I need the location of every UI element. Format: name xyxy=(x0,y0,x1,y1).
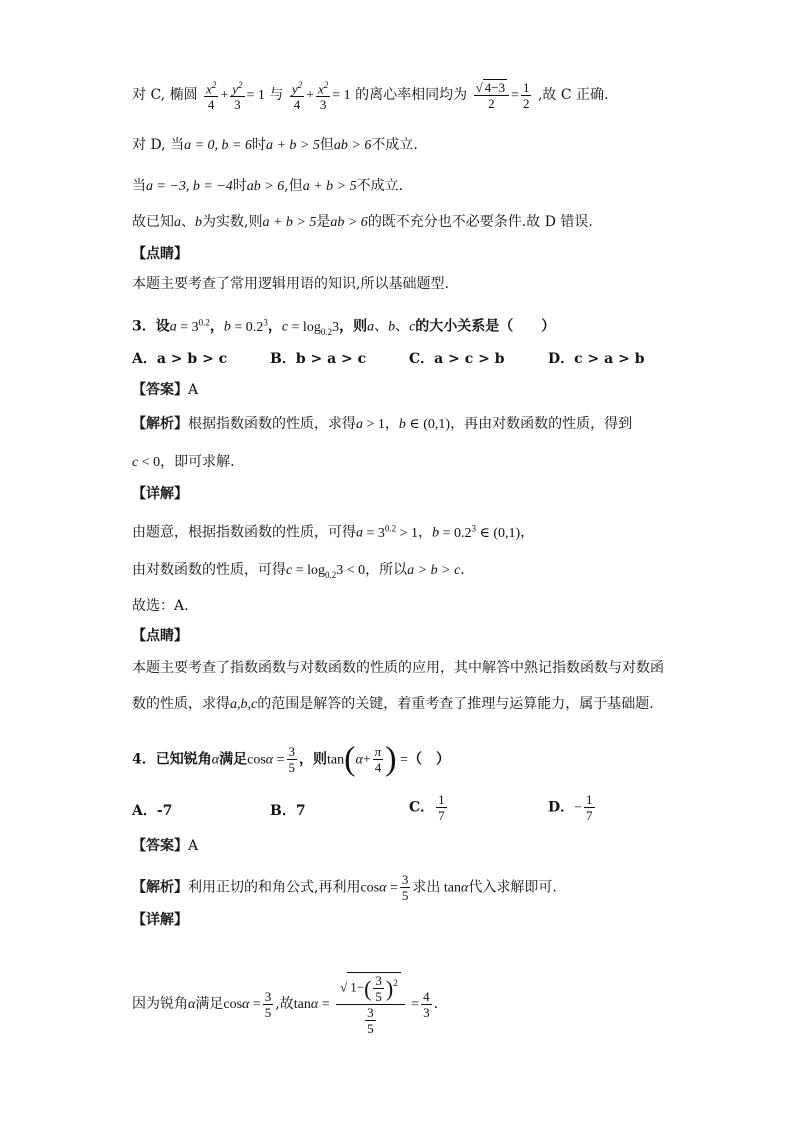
fraction: $\frac{1}{7}$ xyxy=(586,792,593,823)
text-segment: 3．设 xyxy=(132,318,170,335)
text-segment: 是 xyxy=(316,214,331,230)
question-4-stem: 4．已知锐角α满足cosα = $\frac{3}{5}$ ，则tan(α+ $\frac{\pi}{4}$ ) =（ ） xyxy=(132,740,450,778)
text-segment: 为实数,则 xyxy=(202,214,263,230)
q3-answer xyxy=(132,380,198,400)
math-segment: a + b > 5 xyxy=(302,179,357,194)
q3-detail-label: 【详解】 xyxy=(132,486,188,502)
text-segment: 因为锐角 xyxy=(132,996,188,1012)
option-label: C． xyxy=(409,799,435,816)
text-segment: 与 xyxy=(269,87,284,104)
text-segment: 当 xyxy=(132,178,146,194)
fraction: $\frac{√ 4-3}{2}$ xyxy=(474,79,509,111)
text-segment: 、 xyxy=(181,214,195,230)
label: 【解析】 xyxy=(132,879,188,896)
text-segment: 但 xyxy=(319,137,334,153)
text-segment: 根据指数函数的性质，求得 xyxy=(188,416,356,432)
question-3-stem: 3．设$a = 3^{0.2}$，$b = 0.2^3$，$c = \log_{0.2}3$，则a、b、c的大小关系是（ ） xyxy=(132,317,556,337)
q4-analysis: 【解析】利用正切的和角公式,再利用cosα = $\frac{3}{5}$ 求出 tanα代入求解即可. xyxy=(132,872,557,903)
fraction: $\frac{1}{7}$ xyxy=(438,792,445,823)
text-segment: ，所以 xyxy=(365,562,408,578)
math-segment: a = 0, b = 6 xyxy=(184,138,252,153)
text-segment: 不成立. xyxy=(371,137,418,153)
text-line-6: 本题主要考查了常用逻辑用语的知识,所以基础题型. xyxy=(132,276,449,292)
text-segment: ，即可求解. xyxy=(160,454,235,470)
text-line-4 xyxy=(132,212,593,233)
text-segment: 的既不充分也不必要条件.故 D 错误. xyxy=(367,214,593,230)
text-segment: ,故 xyxy=(275,996,294,1012)
q3-option-c: C．a > c > b xyxy=(409,351,505,367)
q3-choose: 故选：A. xyxy=(132,598,189,614)
q3-note-label: 【点睛】 xyxy=(132,628,188,644)
text-segment: 对 D, 当 xyxy=(132,137,185,153)
q4-detail: 因为锐角α满足cosα = $\frac{3}{5}$ ,故tanα = √ 1−( $\frac{3}{5}$ )$^2$ $\frac{3}{5}$ = $\frac{4}{3}$ . xyxy=(132,973,439,1036)
text-segment: 代入求解即可. xyxy=(468,879,557,896)
q4-option-b: B．7 xyxy=(270,803,306,819)
text-segment: ,故 C 正确. xyxy=(537,87,609,104)
label: 【答案】 xyxy=(132,382,188,398)
big-fraction: √ 1−( $\frac{3}{5}$ )$^2$ $\frac{3}{5}$ xyxy=(336,972,405,1036)
text-segment: 满足 xyxy=(195,996,224,1012)
q3-detail-1: 由题意，根据指数函数的性质，可得$a = 3^{0.2} > 1$，$b = 0.2^3$ ∈ (0,1)， xyxy=(132,523,535,541)
math-segment: b xyxy=(195,215,202,230)
label: 【解析】 xyxy=(132,416,188,432)
fraction: $\frac{3}{5}$ xyxy=(264,988,272,1020)
q3-analysis-cont: c < 0，即可求解. xyxy=(132,454,235,470)
fraction: $\frac{4}{3}$ xyxy=(423,988,430,1020)
text-line-1: 对 C, 椭圆 $\frac{x^2}{4}$ + $\frac{y^2}{3}$ = 1 与 $\frac{y^2}{4}$ + $\frac{x^2}{3}$ = 1 的离心率相同均为 $\frac{√ 4-3}{2}$ = $\frac{1}{2}$ ,故 C 正确. xyxy=(132,79,609,113)
text-segment: 由题意，根据指数函数的性质，可得 xyxy=(132,524,356,541)
q4-option-c xyxy=(409,792,449,823)
fraction: $\frac{y^2}{4}$ xyxy=(291,80,303,113)
label: 【答案】 xyxy=(132,838,188,854)
option-label: D． xyxy=(548,799,575,816)
q4-option-d: D．− $\frac{1}{7}$ xyxy=(548,792,593,823)
fraction: $\frac{\pi}{4}$ xyxy=(374,744,382,775)
text-segment: ，再由对数函数的性质，得到 xyxy=(450,416,633,432)
math-segment: a + b > 5 xyxy=(265,138,320,153)
text-segment: 4．已知锐角 xyxy=(132,751,212,768)
text-segment: 由对数函数的性质，可得 xyxy=(132,562,286,578)
math-segment: a + b > 5 xyxy=(262,215,317,230)
text-segment: 时 xyxy=(251,137,266,153)
text-segment: （ ） xyxy=(408,751,450,768)
text-line-3 xyxy=(132,176,403,197)
math-segment: a xyxy=(174,215,181,230)
answer-value: A xyxy=(188,382,199,398)
text-segment: 对 C, 椭圆 xyxy=(132,87,198,104)
text-segment: ， xyxy=(209,318,224,335)
text-segment: 时 xyxy=(232,178,247,194)
section-label: 【点睛】 xyxy=(132,246,188,262)
q3-option-d: D．c > a > b xyxy=(548,351,645,367)
fraction: $\frac{3}{5}$ xyxy=(288,744,296,775)
answer-value: A xyxy=(188,838,199,854)
text-segment: 满足 xyxy=(219,751,248,768)
q4-answer xyxy=(132,836,198,856)
fraction: $\frac{x^2}{4}$ xyxy=(206,80,217,113)
q3-option-a: A．a > b > c xyxy=(132,351,228,367)
text-line-2 xyxy=(132,135,418,156)
math-segment: ab > 6 xyxy=(330,215,368,230)
math-segment: ab > 6 xyxy=(246,179,285,194)
text-segment: ，则 xyxy=(339,318,368,335)
fraction: $\frac{1}{2}$ xyxy=(522,79,530,111)
q3-detail-2: 由对数函数的性质，可得$c = \log_{0.2}3 < 0$，所以a > b > c. xyxy=(132,562,465,580)
math-segment: a = −3, b = −4 xyxy=(146,179,233,194)
math-segment: ab > 6 xyxy=(333,138,372,153)
text-segment: ，则 xyxy=(299,751,328,768)
q3-analysis: 【解析】根据指数函数的性质，求得a > 1，b ∈ (0,1)，再由对数函数的性质，得到 xyxy=(132,416,633,432)
text-segment: 的离心率相同均为 xyxy=(355,87,468,104)
fraction: $\frac{y^2}{3}$ xyxy=(232,80,243,113)
text-segment: 不成立. xyxy=(356,178,404,194)
text-segment: 求出 xyxy=(412,879,441,896)
text-segment: 利用正切的和角公式,再利用 xyxy=(188,879,361,896)
text-segment: ， xyxy=(267,318,282,335)
q3-note-2: 数的性质，求得a,b,c的范围是解答的关键，着重考查了推理与运算能力，属于基础题. xyxy=(132,696,654,712)
q3-option-b: B．b > a > c xyxy=(270,351,367,367)
text-segment: 的大小关系是（ ） xyxy=(415,318,556,335)
text-segment: 的范围是解答的关键，着重考查了推理与运算能力，属于基础题. xyxy=(257,696,654,712)
text-segment: 数的性质，求得 xyxy=(132,696,230,712)
fraction: $\frac{x^2}{3}$ xyxy=(318,80,329,113)
text-segment: ,但 xyxy=(284,178,303,194)
text-segment: 故已知 xyxy=(132,214,174,230)
q4-option-a: A．-7 xyxy=(132,803,173,819)
q4-detail-label: 【详解】 xyxy=(132,912,188,928)
q3-note-1: 本题主要考查了指数函数与对数函数的性质的应用，其中解答中熟记指数函数与对数函 xyxy=(132,660,664,676)
fraction: $\frac{3}{5}$ xyxy=(401,872,409,903)
